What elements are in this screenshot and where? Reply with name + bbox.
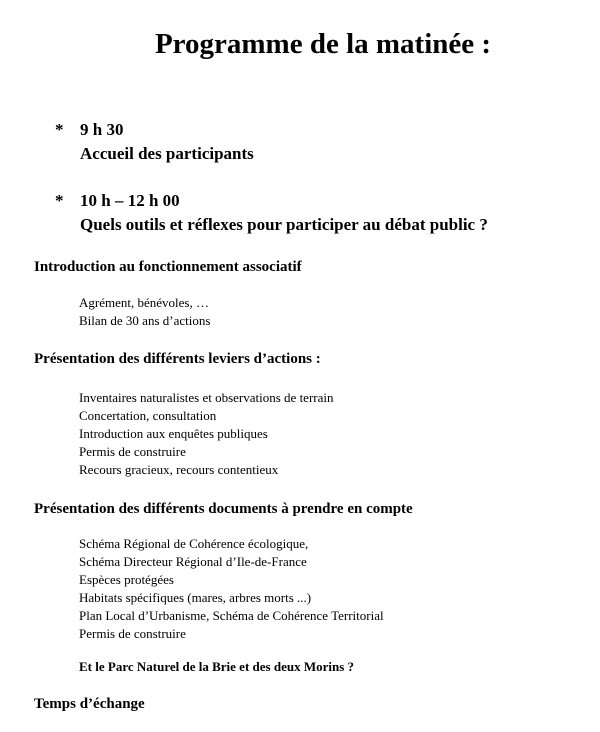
list-item: Schéma Directeur Régional d’Ile-de-France <box>79 554 307 569</box>
list-item: Recours gracieux, recours contentieux <box>79 462 279 477</box>
list-item: Bilan de 30 ans d’actions <box>79 313 211 328</box>
section-heading-levers: Présentation des différents leviers d’actions : <box>34 351 321 367</box>
schedule-label: Quels outils et réflexes pour participer au débat public ? <box>80 215 488 234</box>
section-note-park: Et le Parc Naturel de la Brie et des deux Morins ? <box>79 659 355 674</box>
section-heading-exchange: Temps d’échange <box>34 696 145 712</box>
section-heading-documents: Présentation des différents documents à prendre en compte <box>34 501 413 517</box>
list-item: Introduction aux enquêtes publiques <box>79 426 268 441</box>
section-list-documents <box>79 535 384 643</box>
list-item: Agrément, bénévoles, … <box>79 295 209 310</box>
list-item: Espèces protégées <box>79 572 174 587</box>
list-item: Plan Local d’Urbanisme, Schéma de Cohérence Territorial <box>79 608 384 623</box>
section-list-levers <box>79 389 334 479</box>
schedule-time: 9 h 30 <box>80 120 124 139</box>
list-item: Permis de construire <box>79 444 186 459</box>
list-item: Inventaires naturalistes et observations de terrain <box>79 390 334 405</box>
list-item: Schéma Régional de Cohérence écologique, <box>79 536 309 551</box>
bullet-star: * <box>55 191 64 210</box>
schedule-label: Accueil des participants <box>80 144 254 163</box>
schedule-item-2 <box>55 189 488 237</box>
schedule-time: 10 h – 12 h 00 <box>80 191 180 210</box>
page-title: Programme de la matinée : <box>154 28 492 60</box>
section-heading-intro: Introduction au fonctionnement associatif <box>34 259 302 275</box>
bullet-star: * <box>55 120 64 139</box>
list-item: Permis de construire <box>79 626 186 641</box>
list-item: Habitats spécifiques (mares, arbres morts ...) <box>79 590 312 605</box>
section-list-intro <box>79 294 210 330</box>
schedule-item-1 <box>55 118 254 166</box>
list-item: Concertation, consultation <box>79 408 217 423</box>
